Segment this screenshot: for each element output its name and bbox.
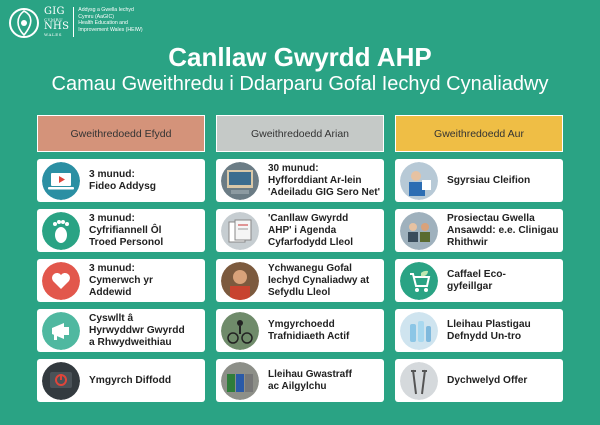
action-label-line: 3 munud: xyxy=(89,262,135,274)
action-card[interactable] xyxy=(216,309,384,352)
action-card[interactable] xyxy=(395,309,563,352)
action-card[interactable] xyxy=(216,159,384,202)
action-label-line: Lleihau Plastigau xyxy=(447,318,531,330)
action-card[interactable] xyxy=(216,259,384,302)
action-label-line: Cyfarfodydd Lleol xyxy=(268,236,354,248)
action-label-line: 3 munud: xyxy=(89,168,135,180)
action-label xyxy=(268,263,373,299)
footprint-icon xyxy=(42,212,80,250)
eco-shopping-icon xyxy=(400,262,438,300)
logo-nhs: NHS xyxy=(44,21,70,32)
action-label xyxy=(447,319,535,343)
action-label-line: gyfeillgar xyxy=(447,280,493,292)
column-header: Gweithredoedd Aur xyxy=(395,115,563,152)
action-card[interactable] xyxy=(216,209,384,252)
action-label-line: Fideo Addysg xyxy=(89,180,156,192)
logo-line: Addysg a Gwella Iechyd xyxy=(78,7,134,13)
action-column xyxy=(395,115,563,402)
logo-line: Improvement Wales (HEIW) xyxy=(78,26,143,33)
action-label-line: Sgyrsiau Cleifion xyxy=(447,174,531,186)
action-card[interactable] xyxy=(37,209,205,252)
page-title: Canllaw Gwyrdd AHP xyxy=(168,42,432,72)
megaphone-icon xyxy=(42,312,80,350)
action-label xyxy=(89,169,160,193)
action-label-line: 'Canllaw Gwyrdd xyxy=(268,212,349,224)
action-label-line: ac Ailgylchu xyxy=(268,380,327,392)
documents-photo-icon xyxy=(221,212,259,250)
action-label xyxy=(89,213,167,249)
plastic-bottles-photo-icon xyxy=(400,312,438,350)
action-label-line: Trafnidiaeth Actif xyxy=(268,330,350,342)
action-label-line: 3 munud: xyxy=(89,212,135,224)
column-header: Gweithredoedd Arian xyxy=(216,115,384,152)
action-label-line: 30 munud: xyxy=(268,162,319,174)
action-card[interactable] xyxy=(395,159,563,202)
action-column xyxy=(216,115,384,402)
action-label-line: Prosiectau Gwella xyxy=(447,212,535,224)
action-label-line: Caffael Eco- xyxy=(447,268,506,280)
action-label xyxy=(447,269,510,293)
action-label xyxy=(268,163,384,199)
action-label-line: Ychwanegu Gofal xyxy=(268,262,352,274)
action-label-line: Troed Personol xyxy=(89,236,164,248)
logo-gig: GIG xyxy=(44,6,65,17)
action-label-line: Iechyd Cynaliadwy at xyxy=(268,274,370,286)
column-header: Gweithredoedd Efydd xyxy=(37,115,205,152)
action-label-line: Ymgyrchoedd xyxy=(268,318,335,330)
action-card[interactable] xyxy=(395,259,563,302)
action-card[interactable] xyxy=(216,359,384,402)
clinician-photo-icon xyxy=(221,262,259,300)
action-label xyxy=(89,313,189,349)
laptop-video-icon xyxy=(42,162,80,200)
recycling-bins-photo-icon xyxy=(221,362,259,400)
action-card[interactable] xyxy=(37,359,205,402)
action-label-line: Addewid xyxy=(89,286,132,298)
action-label-line: Ymgyrch Diffodd xyxy=(89,374,172,386)
dragon-logo-icon xyxy=(8,7,40,39)
action-label xyxy=(447,213,563,249)
action-label xyxy=(89,375,175,387)
team-meeting-photo-icon xyxy=(400,212,438,250)
action-card[interactable] xyxy=(395,209,563,252)
logo-wales: WALES xyxy=(44,32,63,37)
action-label-line: Cymerwch yr xyxy=(89,274,153,286)
clinical-skills-photo-icon xyxy=(400,162,438,200)
action-label xyxy=(447,375,531,387)
action-label xyxy=(447,175,534,187)
action-label xyxy=(268,213,357,249)
page-subtitle: Camau Gweithredu i Ddarparu Gofal Iechyd Cynaliadwy xyxy=(51,73,549,95)
action-label-line: AHP' i Agenda xyxy=(268,224,337,236)
cyclist-photo-icon xyxy=(221,312,259,350)
logo-divider xyxy=(73,7,74,37)
action-label-line: Ansawdd: e.e. Clinigau xyxy=(447,224,559,236)
action-label-line: Rhithwir xyxy=(447,236,488,248)
action-label-line: Sefydlu Lleol xyxy=(268,286,331,298)
logo-line: Health Education and xyxy=(78,20,128,27)
action-label xyxy=(89,263,157,299)
action-label-line: Dychwelyd Offer xyxy=(447,374,528,386)
online-training-photo-icon xyxy=(221,162,259,200)
logo-text xyxy=(78,7,148,33)
action-label-line: Defnydd Un-tro xyxy=(447,330,522,342)
action-label-line: Cyfrifiannell Ôl xyxy=(89,224,162,236)
action-label-line: Hyrwyddwr Gwyrdd xyxy=(89,324,185,336)
action-label-line: Lleihau Gwastraff xyxy=(268,368,352,380)
action-card[interactable] xyxy=(37,309,205,352)
power-icon xyxy=(42,362,80,400)
action-label-line: a Rhwydweithiau xyxy=(89,336,172,348)
action-label-line: 'Adeiladu GIG Sero Net' xyxy=(268,186,380,198)
action-card[interactable] xyxy=(37,159,205,202)
heiw-logo xyxy=(8,7,158,41)
heart-hand-icon xyxy=(42,262,80,300)
action-card[interactable] xyxy=(37,259,205,302)
logo-line: Cymru (AaGIC) xyxy=(78,13,114,20)
action-label-line: Hyfforddiant Ar-lein xyxy=(268,174,362,186)
crutches-photo-icon xyxy=(400,362,438,400)
action-label xyxy=(268,319,353,343)
action-label xyxy=(268,369,356,393)
action-card[interactable] xyxy=(395,359,563,402)
action-column xyxy=(37,115,205,402)
logo-cymru: CYMRU xyxy=(44,17,64,22)
action-label-line: Cyswllt â xyxy=(89,312,134,324)
